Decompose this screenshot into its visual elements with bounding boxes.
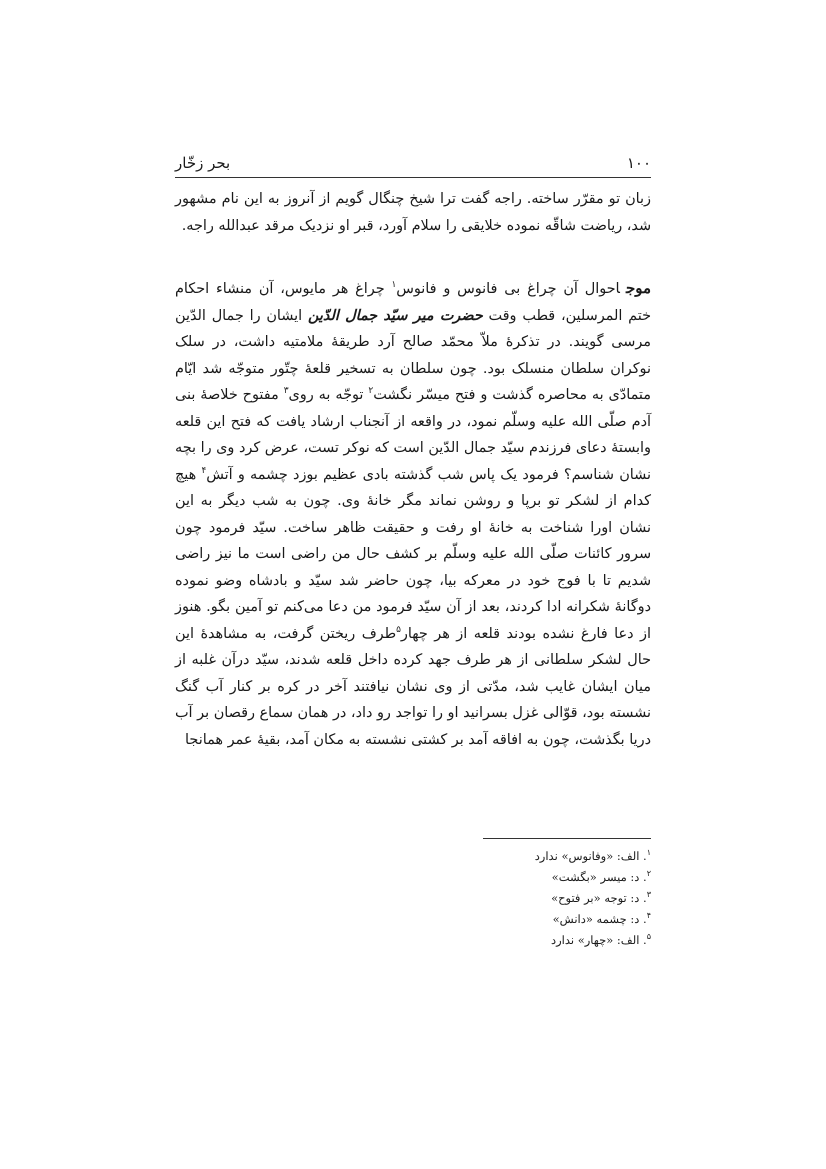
footnote-divider [483, 838, 651, 839]
para2-seg1: احوال آن چراغ بی فانوس و فانوس [396, 281, 620, 297]
header-divider [175, 177, 651, 178]
footnote-ref-1[interactable]: ۱ [391, 280, 397, 291]
para2-seg6: هیچ کدام از لشکر تو برپا و روشن نماند مگر خانهٔ وی. چون به شب دیگر به این نشان اورا شناخت به خانهٔ او رفت و حقیقت ظاهر ساخت. سیّد فرمود چون سرور کائنات صلّی الله علیه وسلّم بر کشف حال من راضی است ما نیز راضی شدیم تا با فوج خود در معرکه بیا، چون حاضر شد سیّد و بادشاه وضو نموده دوگانهٔ شکرانه ادا کردند، بعد از آن سیّد فرمود من دعا می‌کنم تو آمین بگو. هنوز از دعا فارغ نشده بودند قلعه از هر چهار [175, 466, 651, 642]
para2-seg2: چراغ هر مایوس، آن منشاء احکام ختم المرسلین، قطب وقت [175, 281, 651, 324]
footnote-text: . د: میسر «بگشت» [551, 870, 647, 884]
running-head [175, 146, 651, 172]
paragraph-2 [175, 275, 651, 753]
footnote-3 [483, 888, 651, 909]
main-text [175, 186, 651, 753]
footnote-ref-4[interactable]: ۴ [201, 465, 207, 476]
book-title: بحر زخّار [175, 154, 231, 172]
page-number: ۱۰۰ [626, 154, 651, 172]
para2-seg5: مفتوح خلاصهٔ بنی آدم صلّی الله علیه وسلّم نمود، در واقعه از آنجناب ارشاد یافت که فتح این قلعه وابستهٔ دعای فرزندم سیّد جمال الدّین است که نوکر تست، عرض کرد وی را بچه نشان شناسم؟ فرمود یک پاس شب گذشته بادی عظیم بوزد چشمه و آتش [175, 387, 652, 483]
footnote-4 [483, 909, 651, 930]
para2-seg7: طرف ریختن گرفت، به مشاهدهٔ این حال لشکر سلطانی از هر طرف جهد کرده داخل قلعه شدند، سیّد درآن غلبه از میان ایشان غایب شد، مدّتی از وی نشان نیافتند آخر در کره بر کنار آب گنگ نشسته بود، قوّالی غزل بسرانید او را تواجد رو داد، در همان سماع رقصان بر آب دریا بگذشت، چون به افاقه آمد بر کشتی نشسته به مکان آمد، بقیهٔ عمر همانجا [175, 625, 651, 748]
footnote-text: . د: توجه «بر فتوح» [551, 891, 647, 905]
paragraph-gap [175, 239, 651, 275]
para2-seg3: ایشان را جمال الدّین مرسی گویند. در تذکرهٔ ملاّ محمّد صالح آرد طریقهٔ ملامتیه داشت، در سلک نوکران سلطان منسلک بود. چون سلطان به تسخیر قلعهٔ چتّور متوجّه شد ایّام متمادّی به محاصره گذشت و فتح میسّر نگشت [175, 307, 651, 403]
footnote-ref-3[interactable]: ۳ [283, 386, 289, 397]
footnote-number: ۵ [646, 932, 651, 942]
paragraph-1: زبان تو مقرّر ساخته. راجه گفت ترا شیخ چنگال گویم از آنروز به این نام مشهور شد، ریاضت شاقّه نموده خلایقی را سلام آورد، قبر او نزدیک مرقد عبدالله راجه. [175, 191, 651, 234]
footnote-2 [483, 867, 651, 888]
footnote-5 [483, 930, 651, 951]
footnote-text: . د: چشمه «دانش» [552, 912, 647, 926]
honorific-name: حضرت میر سیّد جمال الدّین [307, 306, 483, 324]
footnote-1 [483, 846, 651, 867]
footnote-number: ۱ [646, 848, 651, 858]
footnote-ref-5[interactable]: ۵ [396, 624, 401, 635]
footnote-text: . الف: «چهار» ندارد [550, 933, 647, 947]
footnote-number: ۲ [646, 869, 651, 879]
footnote-text: . الف: «وفانوس» ندارد [534, 849, 647, 863]
footnote-ref-2[interactable]: ۲ [368, 386, 374, 397]
footnote-number: ۳ [646, 890, 651, 900]
footnote-number: ۴ [646, 911, 651, 921]
para2-seg4: توجّه به روی [288, 387, 369, 403]
footnotes [483, 846, 651, 951]
entry-term: موج [625, 279, 651, 297]
